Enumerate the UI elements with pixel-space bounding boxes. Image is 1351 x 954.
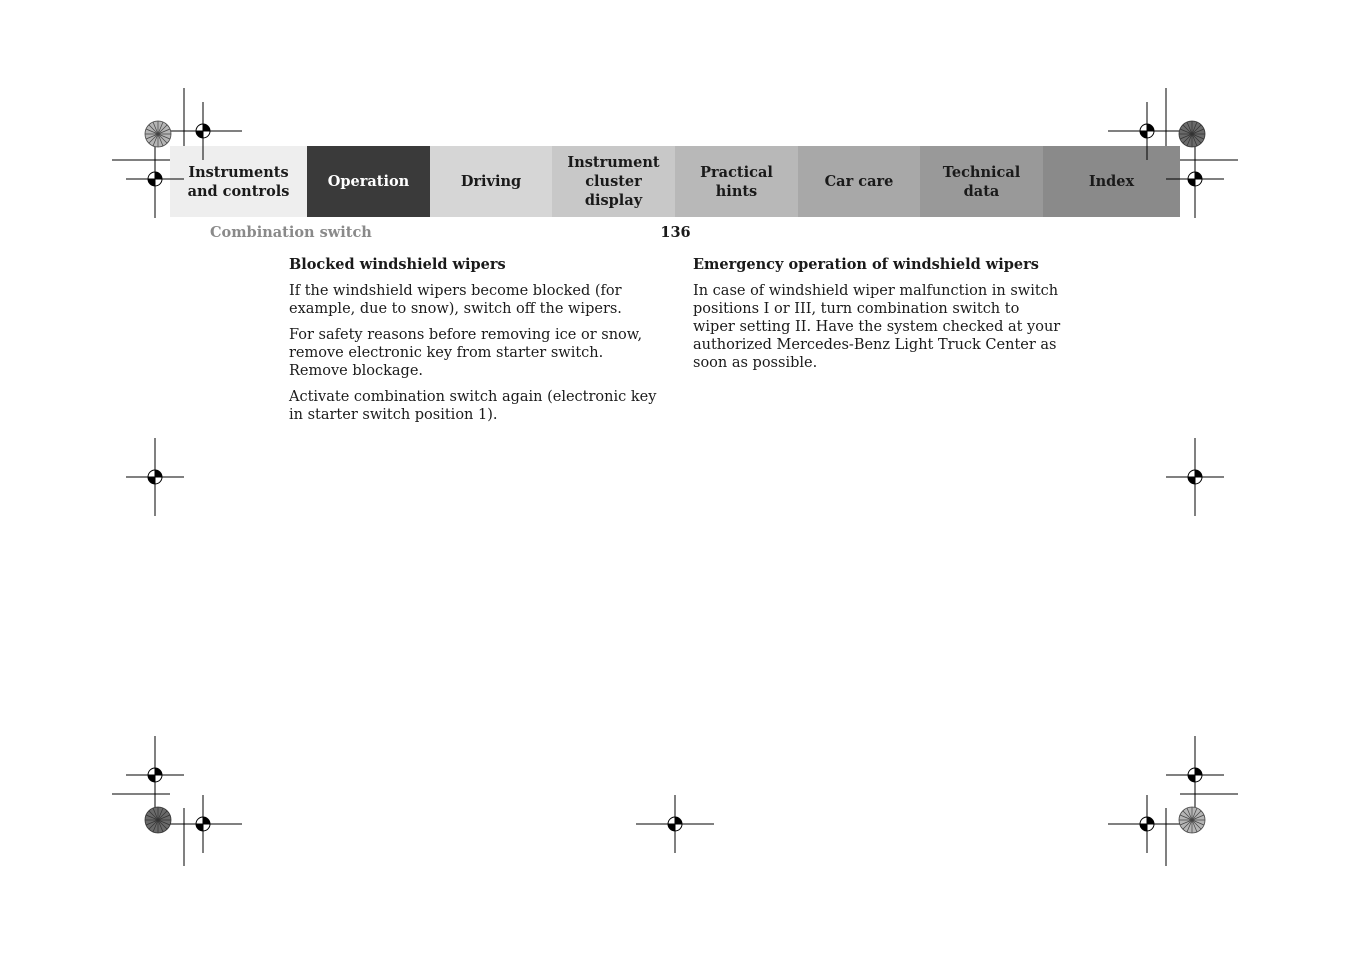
tab-technical-data[interactable]: Technical data (920, 146, 1043, 217)
tab-instruments-and-controls[interactable]: Instruments and controls (170, 146, 307, 217)
tab-practical-hints[interactable]: Practical hints (675, 146, 798, 217)
blocked-wipers-heading: Blocked windshield wipers (289, 256, 506, 273)
tab-instrument-cluster-display[interactable]: Instrument cluster display (552, 146, 675, 217)
tab-car-care[interactable]: Car care (798, 146, 920, 217)
emergency-operation-heading: Emergency operation of windshield wipers (693, 256, 1039, 273)
tab-index[interactable]: Index (1043, 146, 1180, 217)
left-paragraph: For safety reasons before removing ice or snow, remove electronic key from starter switch. Remove blockage. (289, 327, 643, 379)
right-paragraph: In case of windshield wiper malfunction in switch positions I or III, turn combination switch to wiper setting II. Have the system checked at your authorized Mercedes-Benz Light Truck Center as soon as possible. (693, 283, 1061, 371)
tab-operation[interactable]: Operation (307, 146, 430, 217)
tab-driving[interactable]: Driving (430, 146, 552, 217)
left-paragraph: Activate combination switch again (electronic key in starter switch position 1). (289, 389, 657, 423)
left-paragraph: If the windshield wipers become blocked (for example, due to snow), switch off the wipers. (289, 283, 622, 317)
section-title: Combination switch (210, 224, 372, 241)
page-number: 136 (660, 224, 691, 241)
